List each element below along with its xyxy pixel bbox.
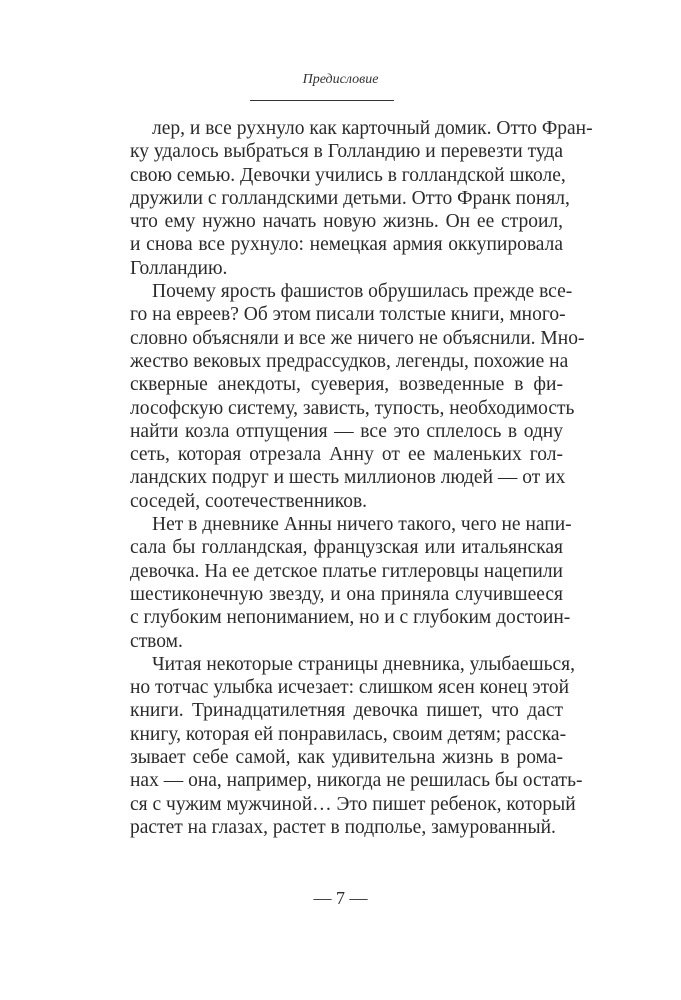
text-line: ся с чужим мужчиной… Это пишет ребенок, который <box>130 793 576 815</box>
text-line: и снова все рухнуло: немецкая армия оккупировала <box>130 234 563 256</box>
text-line: девочка. На ее детское платье гитлеровцы нацепили <box>130 560 563 582</box>
text-line: сеть, которая отрезала Анну от ее маленьких гол- <box>130 444 563 466</box>
text-line: го на евреев? Об этом писали толстые книги, много- <box>130 304 566 326</box>
paragraph <box>130 117 593 280</box>
text-line: с глубоким непониманием, но и с глубоким достоин- <box>130 607 571 629</box>
paragraph <box>130 280 585 513</box>
text-line: свою семью. Девочки учились в голландской школе, <box>130 164 566 186</box>
text-line: зывает себе самой, как удивительна жизнь в рома- <box>130 747 563 769</box>
text-line: нах — она, например, никогда не решилась бы остать- <box>130 770 583 792</box>
text-line: шестиконечную звезду, и она приняла случившееся <box>130 583 563 605</box>
text-line: Почему ярость фашистов обрушилась прежде все- <box>152 281 573 303</box>
text-line: Нет в дневнике Анны ничего такого, чего не напи- <box>152 514 572 536</box>
text-line: растет на глазах, растет в подполье, замурованный. <box>130 816 556 838</box>
text-line: ку удалось выбраться в Голландию и перевезти туда <box>130 141 563 163</box>
text-line: книги. Тринадцатилетняя девочка пишет, что даст <box>130 700 563 722</box>
running-header: Предисловие <box>302 72 379 87</box>
text-line: скверные анекдоты, суеверия, возведенные в фи- <box>130 374 563 396</box>
header-divider <box>250 100 394 101</box>
text-line: лер, и все рухнуло как карточный домик. Отто Фран- <box>152 118 593 139</box>
text-line: Голландию. <box>130 257 228 279</box>
page-number: — 7 — <box>313 888 368 908</box>
text-line: словно объясняли и все же ничего не объяснили. Мно- <box>130 327 585 349</box>
paragraph <box>130 513 572 653</box>
page-body-text <box>130 117 593 839</box>
text-line: найти козла отпущения — все это сплелось в одну <box>130 420 563 442</box>
text-line: дружили с голландскими детьми. Отто Франк понял, <box>130 187 570 209</box>
text-line: что ему нужно начать новую жизнь. Он ее строил, <box>130 211 563 233</box>
text-line: ландских подруг и шесть миллионов людей — от их <box>130 467 566 489</box>
text-line: ством. <box>130 630 183 652</box>
text-line: но тотчас улыбка исчезает: слишком ясен конец этой <box>130 677 570 699</box>
text-line: жество вековых предрассудков, легенды, похожие на <box>130 350 569 372</box>
paragraph <box>130 653 583 839</box>
text-line: сала бы голландская, французская или итальянская <box>130 537 563 559</box>
text-line: Читая некоторые страницы дневника, улыбаешься, <box>152 653 575 675</box>
text-line: книгу, которая ей понравилась, своим детям; расска- <box>130 723 567 745</box>
text-line: лософскую систему, зависть, тупость, необходимость <box>130 397 575 419</box>
text-line: соседей, соотечественников. <box>130 490 368 512</box>
